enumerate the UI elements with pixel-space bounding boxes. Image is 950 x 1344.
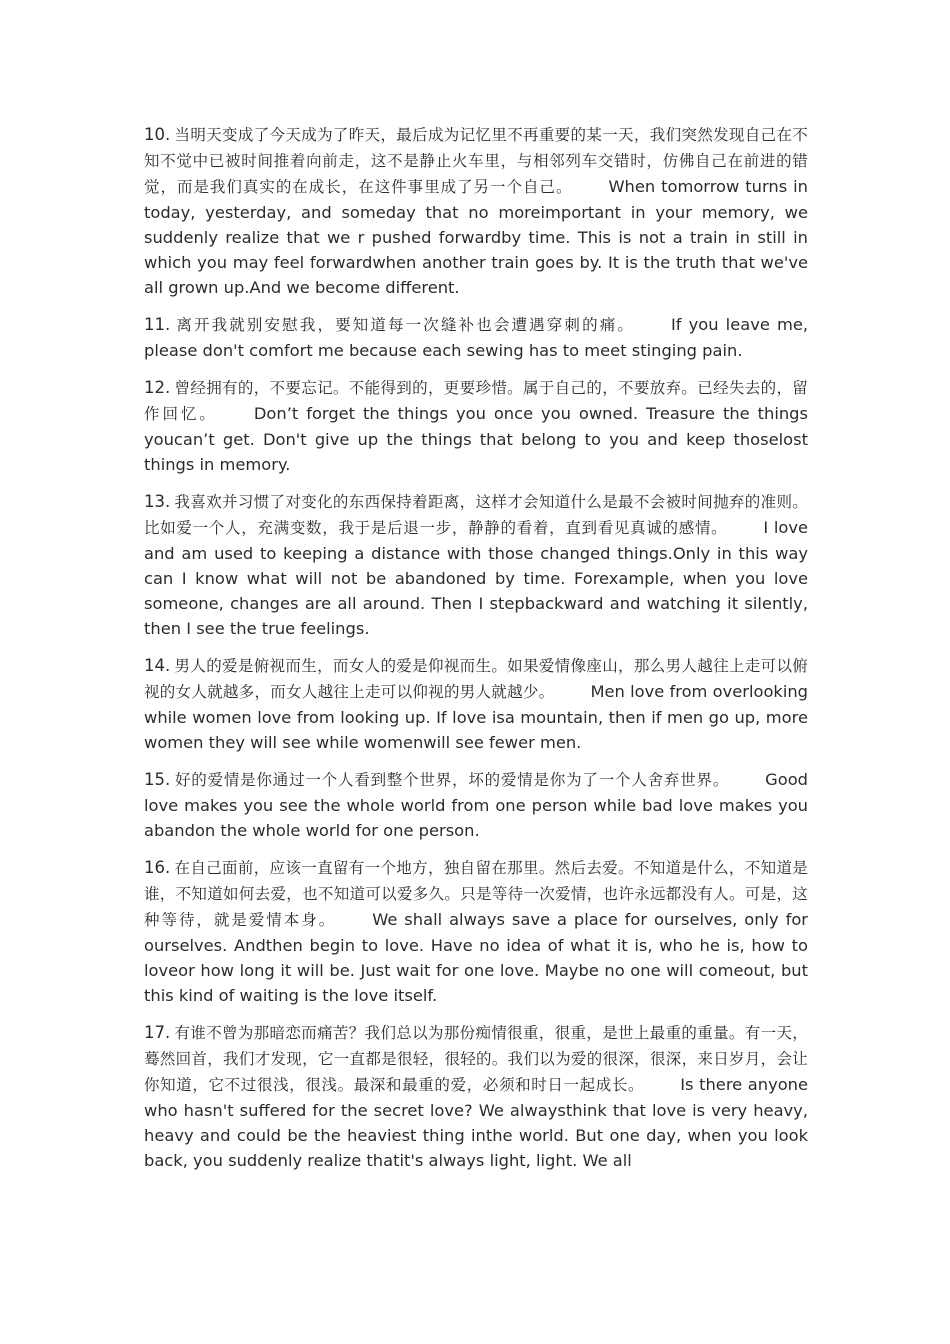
entry-17 — [144, 1020, 808, 1173]
entry-chinese-text: 我喜欢并习惯了对变化的东西保持着距离，这样才会知道什么是最不会被时间抛弃的准则。比如爱一个人，充满变数，我于是后退一步，静静的看着，直到看见真诚的感情。 — [144, 493, 808, 537]
entry-number: 11. — [144, 315, 171, 334]
entry-10 — [144, 122, 808, 300]
entry-12 — [144, 375, 808, 477]
entry-chinese-text: 离开我就别安慰我，要知道每一次缝补也会遭遇穿刺的痛。 — [176, 316, 635, 334]
entry-english-text: If you leave me, please don't comfort me because each sewing has to meet stinging pain. — [144, 315, 809, 360]
entry-15 — [144, 767, 808, 843]
entry-english-text: Don’t forget the things you once you owned. Treasure the things youcan’t get. Don't give up the things that belong to you and keep thoselost things in memory. — [144, 404, 808, 474]
entry-number: 16. — [144, 858, 171, 877]
entry-14 — [144, 653, 808, 755]
entry-english-text: Men love from overlooking while women love from looking up. If love isa mountain, then if men go up, more women they will see while womenwill see fewer men. — [144, 682, 809, 752]
entry-chinese-text: 当明天变成了今天成为了昨天，最后成为记忆里不再重要的某一天，我们突然发现自己在不知不觉中已被时间推着向前走，这不是静止火车里，与相邻列车交错时，仿佛自己在前进的错觉，而是我们真实的在成长，在这件事里成了另一个自己。 — [144, 126, 808, 196]
entry-number: 10. — [144, 125, 171, 144]
entry-number: 12. — [144, 378, 171, 397]
entry-english-text: Good love makes you see the whole world from one person while bad love makes you abandon the whole world for one person. — [144, 770, 809, 840]
entry-chinese-text: 在自己面前，应该一直留有一个地方，独自留在那里。然后去爱。不知道是什么，不知道是谁，不知道如何去爱，也不知道可以爱多久。只是等待一次爱情，也许永远都没有人。可是，这种等待，就是爱情本身。 — [144, 859, 808, 929]
entry-16 — [144, 855, 808, 1008]
document-page — [144, 122, 808, 1185]
entry-number: 17. — [144, 1023, 171, 1042]
entry-english-text: We shall always save a place for ourselves, only for ourselves. Andthen begin to love. Have no idea of what it is, who he is, how to loveor how long it will be. Just wait for one love. Maybe no one will comeout, but this kind of waiting is the love itself. — [144, 910, 809, 1005]
entry-11 — [144, 312, 808, 363]
entry-english-text: Is there anyone who hasn't suffered for the secret love? We alwaysthink that love is very heavy, heavy and could be the heaviest thing inthe world. But one day, when you look back, you suddenly realize thatit's always light, light. We all — [144, 1075, 809, 1170]
entry-13 — [144, 489, 808, 641]
entry-english-text: I love and am used to keeping a distance with those changed things.Only in this way can I know what will not be abandoned by time. Forexample, when you love someone, changes are all around. Then I stepbackward and watching it silently, then I see the true feelings. — [144, 518, 808, 638]
entry-chinese-text: 曾经拥有的，不要忘记。不能得到的，更要珍惜。属于自己的，不要放弃。已经失去的，留作回忆。 — [144, 379, 808, 423]
entry-chinese-text: 男人的爱是俯视而生，而女人的爱是仰视而生。如果爱情像座山，那么男人越往上走可以俯视的女人就越多，而女人越往上走可以仰视的男人就越少。 — [144, 657, 808, 701]
entry-chinese-text: 有谁不曾为那暗恋而痛苦？我们总以为那份痴情很重，很重，是世上最重的重量。有一天，蓦然回首，我们才发现，它一直都是很轻，很轻的。我们以为爱的很深，很深，来日岁月，会让你知道，它不过很浅，很浅。最深和最重的爱，必须和时日一起成长。 — [144, 1024, 808, 1094]
entry-chinese-text: 好的爱情是你通过一个人看到整个世界，坏的爱情是你为了一个人舍弃世界。 — [174, 771, 730, 789]
entry-english-text: When tomorrow turns in today, yesterday, and someday that no moreimportant in your memory, we suddenly realize that we r pushed forwardby time. This is not a train in still in which you may feel forwardwhen another train goes by. It is the truth that we've all grown up.And we become different. — [144, 177, 808, 297]
entry-number: 13. — [144, 492, 171, 511]
entry-number: 14. — [144, 656, 171, 675]
entry-number: 15. — [144, 770, 171, 789]
